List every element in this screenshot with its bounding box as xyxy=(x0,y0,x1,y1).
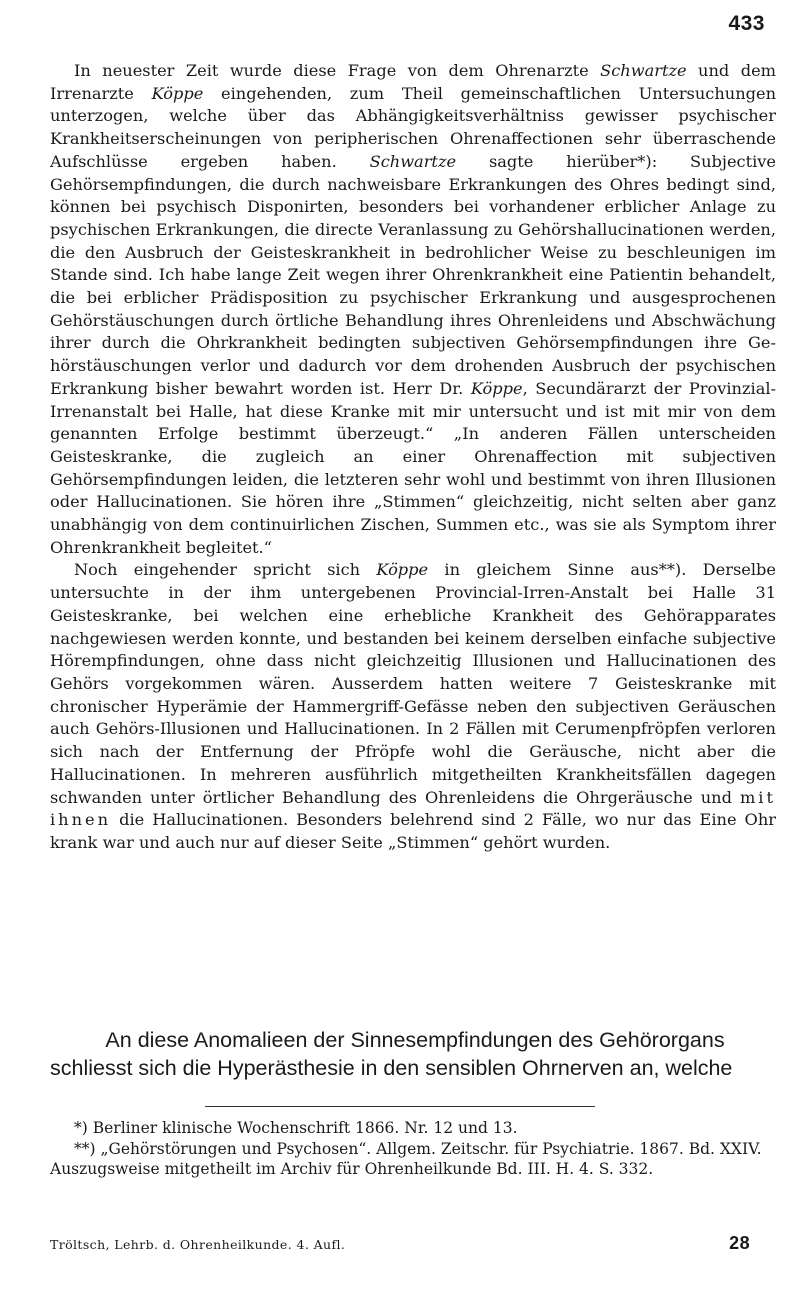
italic-name: Köppe xyxy=(376,560,429,580)
imprint-line xyxy=(50,1233,750,1254)
body-text xyxy=(50,60,776,855)
page-number: 433 xyxy=(728,12,765,35)
large-text-block xyxy=(50,1026,780,1082)
paragraph xyxy=(50,559,776,854)
large-text-line-1: An diese Anomalieen der Sinnesempfindungen des Gehörorgans xyxy=(105,1028,725,1052)
italic-name: Schwartze xyxy=(600,61,687,80)
text-segment: Noch eingehender spricht sich xyxy=(74,560,377,580)
text-segment: eingehenden, zum Theil gemeinschaftlichen Untersuchungen unterzogen, welche über das Abhängigkeitsverhältniss gewisser psychischer Krankheitserscheinungen von peripherischen Ohrenaffectionen sehr überraschende Aufschlüsse ergeben haben. xyxy=(50,83,776,171)
imprint-text: Tröltsch, Lehrb. d. Ohrenheilkunde. 4. Aufl. xyxy=(50,1237,346,1252)
text-segment: und dem Irrenarzte xyxy=(50,61,777,103)
text-segment: in gleichem Sinne aus**). Derselbe untersuchte in der ihm untergebenen Provincial-Irren-Anstalt bei Halle 31 Geisteskranke, bei welchen eine erhebliche Krankheit des Gehörapparates nachgewiesen werden konnte, und bestanden bei keinem derselben einfache subjective Hörempfindungen, ohne dass nicht gleichzeitig Illusionen und Hallucinationen des Gehörs vorgekommen wären. Ausserdem hatten weitere 7 Geisteskranke mit chronischer Hyperämie der Hammergriff-Gefässe neben den subjectiven Geräuschen auch Gehörs-Illusionen und Hallucinationen. In 2 Fällen mit Cerumenpfröpfen verloren sich nach der Entfernung der Pfröpfe wohl die Geräusche, nicht aber die Hallucinationen. In mehreren ausführlich mitgetheilten Krankheitsfällen dagegen schwanden unter örtlicher Behandlung des Ohrenleidens die Ohrgeräusche und xyxy=(50,560,776,807)
footnote-1: *) Berliner klinische Wochenschrift 1866. Nr. 12 und 13. xyxy=(74,1119,518,1137)
footnote-2: **) „Gehörstörungen und Psychosen“. Allgem. Zeitschr. für Psychiatrie. 1867. Bd. XXIV. Auszugsweise mitgetheilt im Archiv für Ohrenheilkunde Bd. III. H. 4. S. 332. xyxy=(50,1139,762,1178)
spaced-emphasis: mit ihnen xyxy=(50,787,776,830)
footnote-divider xyxy=(205,1106,595,1107)
text-segment: , Secundärarzt der Provinzial-Irrenanstalt bei Halle, hat diese Kranke mit mir untersucht und ist mit mir von dem genannten Erfolge bestimmt überzeugt.“ „In anderen Fällen unterscheiden Geisteskranke, die zugleich an einer Ohrenaffection mit subjectiven Gehörsempfindungen leiden, die letzteren sehr wohl und bestimmt von ihren Illusionen oder Hallucinationen. Sie hören ihre „Stimmen“ gleichzeitig, nicht selten aber ganz unabhängig von dem continuirlichen Zischen, Summen etc., was sie als Symptom ihrer Ohrenkrankheit begleitet.“ xyxy=(50,378,776,557)
text-segment: In neuester Zeit wurde diese Frage von dem Ohrenarzte xyxy=(74,61,601,80)
large-text-line-2: schliesst sich die Hyperästhesie in den sensiblen Ohrnerven an, welche xyxy=(50,1056,733,1080)
footnotes xyxy=(50,1118,780,1180)
text-segment: sagte hierüber*): Subjective Gehörsempfindungen, die durch nachweisbare Erkrankungen des Ohres bedingt sind, können bei psychisch Disponirten, besonders bei vorhandener erblicher Anlage zu psychischen Erkrankungen, die directe Veranlassung zu Gehörshallucinationen werden, die den Ausbruch der Geisteskrankheit in bedrohlicher Weise zu beschleunigen im Stande sind. Ich habe lange Zeit wegen ihrer Ohrenkrankheit eine Patientin behandelt, die bei erblicher Prädisposition zu psychischer Erkrankung und ausgesprochenen Gehörstäuschungen durch örtliche Behandlung ihres Ohrenleidens und Abschwächung ihrer durch die Ohrkrankheit bedingten subjectiven Gehörsempfindungen ihre Gehörstäuschungen verlor und dadurch vor dem drohenden Ausbruch der psychischen Erkrankung bisher bewahrt worden ist. Herr Dr. xyxy=(50,151,776,398)
italic-name: Schwartze xyxy=(369,151,457,171)
italic-name: Köppe xyxy=(470,378,523,398)
italic-name: Köppe xyxy=(151,83,204,103)
signature-mark: 28 xyxy=(729,1233,750,1253)
paragraph xyxy=(50,60,776,559)
text-segment: die Hallucinationen. Besonders belehrend sind 2 Fälle, wo nur das Eine Ohr krank war und auch nur auf dieser Seite „Stimmen“ gehört wurden. xyxy=(50,810,776,852)
